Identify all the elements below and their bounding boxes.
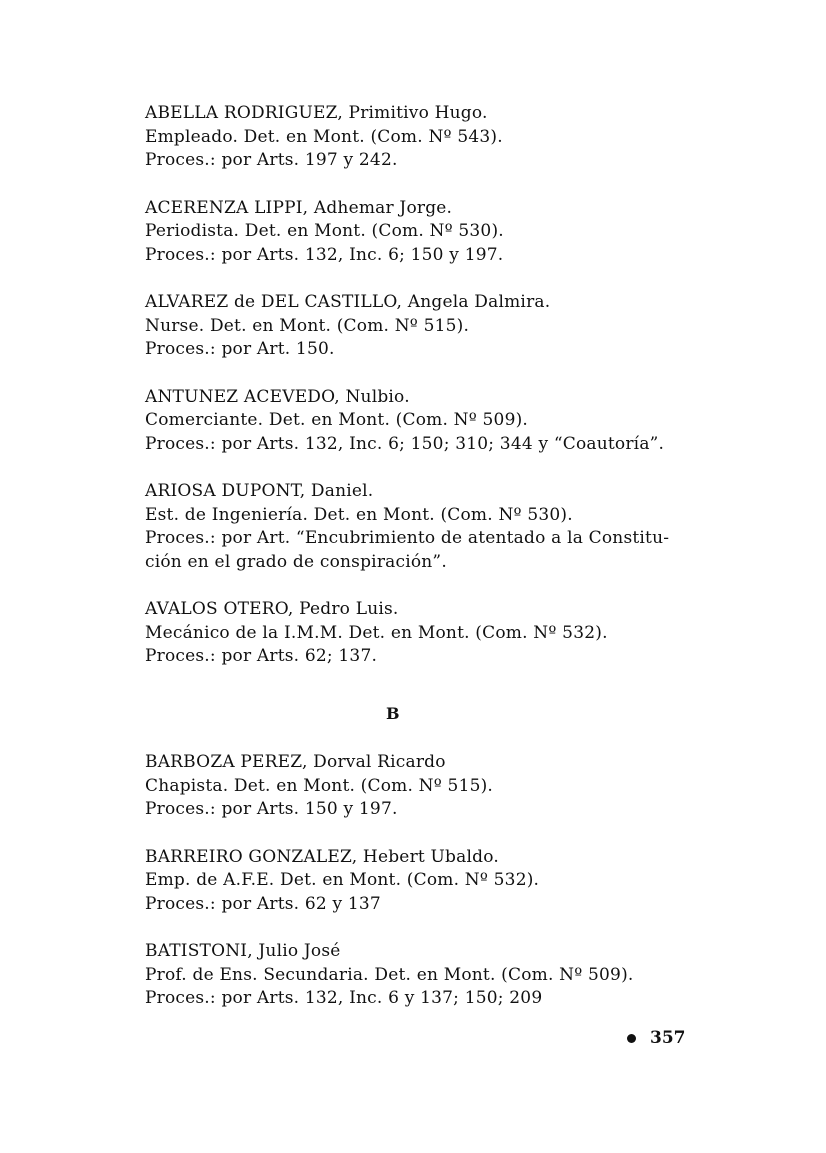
entry-name: ALVAREZ de DEL CASTILLO, Angela Dalmira. <box>145 292 551 312</box>
page-number: 357 <box>650 1028 686 1048</box>
entry-gap <box>145 456 705 480</box>
section-heading-b: B <box>386 704 400 723</box>
section-b-entries <box>145 751 705 1011</box>
entry-name: ACERENZA LIPPI, Adhemar Jorge. <box>145 197 453 218</box>
entry-gap <box>145 916 705 940</box>
entry-detail: Mecánico de la I.M.M. Det. en Mont. (Com. Nº 532). <box>145 622 608 643</box>
entry-name: ANTUNEZ ACEVEDO, Nulbio. <box>145 386 410 407</box>
entry-process: Proces.: por Arts. 62 y 137 <box>145 893 381 914</box>
entry-name: BATISTONI, Julio José <box>145 941 341 961</box>
entry-detail: Chapista. Det. en Mont. (Com. Nº 515). <box>145 775 494 796</box>
entry-detail: Empleado. Det. en Mont. (Com. Nº 543). <box>145 126 503 147</box>
entry-detail: Emp. de A.F.E. Det. en Mont. (Com. Nº 532). <box>145 870 540 890</box>
entry-antunez-acevedo <box>145 386 705 457</box>
page-footer <box>627 1026 686 1050</box>
entry-acerenza-lippi <box>145 197 705 268</box>
entry-name: BARREIRO GONZALEZ, Hebert Ubaldo. <box>145 846 499 867</box>
entry-ariosa-dupont <box>145 480 705 574</box>
entry-gap <box>145 362 705 386</box>
entry-avalos-otero <box>145 598 705 669</box>
entry-gap <box>145 267 705 291</box>
entry-batistoni <box>145 940 705 1011</box>
section-a-entries <box>145 102 705 669</box>
entry-process: Proces.: por Arts. 150 y 197. <box>145 799 398 819</box>
entry-abella-rodriguez <box>145 102 705 173</box>
entry-detail: Nurse. Det. en Mont. (Com. Nº 515). <box>145 315 470 336</box>
entry-process: Proces.: por Arts. 132, Inc. 6 y 137; 150; 209 <box>145 988 543 1008</box>
entry-barreiro-gonzalez <box>145 846 705 917</box>
entry-alvarez-del-castillo <box>145 291 705 362</box>
entry-barboza-perez <box>145 751 705 822</box>
entry-gap <box>145 574 705 598</box>
entry-process: Proces.: por Arts. 132, Inc. 6; 150 y 197. <box>145 244 504 265</box>
entry-gap <box>145 822 705 846</box>
entry-name: ABELLA RODRIGUEZ, Primitivo Hugo. <box>145 103 488 123</box>
entry-name: ARIOSA DUPONT, Daniel. <box>145 481 374 501</box>
entry-detail: Prof. de Ens. Secundaria. Det. en Mont. (Com. Nº 509). <box>145 964 634 985</box>
entry-name: BARBOZA PEREZ, Dorval Ricardo <box>145 752 446 772</box>
entry-process: Proces.: por Art. 150. <box>145 339 335 359</box>
entry-detail: Comerciante. Det. en Mont. (Com. Nº 509). <box>145 410 529 430</box>
entry-detail: Periodista. Det. en Mont. (Com. Nº 530). <box>145 221 504 241</box>
entry-process: Proces.: por Arts. 197 y 242. <box>145 150 398 170</box>
entry-process: Proces.: por Art. “Encubrimiento de atentado a la Constitu- <box>145 528 670 548</box>
entry-gap <box>145 173 705 197</box>
entry-process: Proces.: por Arts. 132, Inc. 6; 150; 310; 344 y “Coautoría”. <box>145 433 665 454</box>
entry-process: Proces.: por Arts. 62; 137. <box>145 646 378 666</box>
entry-detail: Est. de Ingeniería. Det. en Mont. (Com. Nº 530). <box>145 504 573 525</box>
entry-name: AVALOS OTERO, Pedro Luis. <box>145 599 399 619</box>
entry-process-continued: ción en el grado de conspiración”. <box>145 551 447 572</box>
bullet-icon <box>627 1034 636 1043</box>
